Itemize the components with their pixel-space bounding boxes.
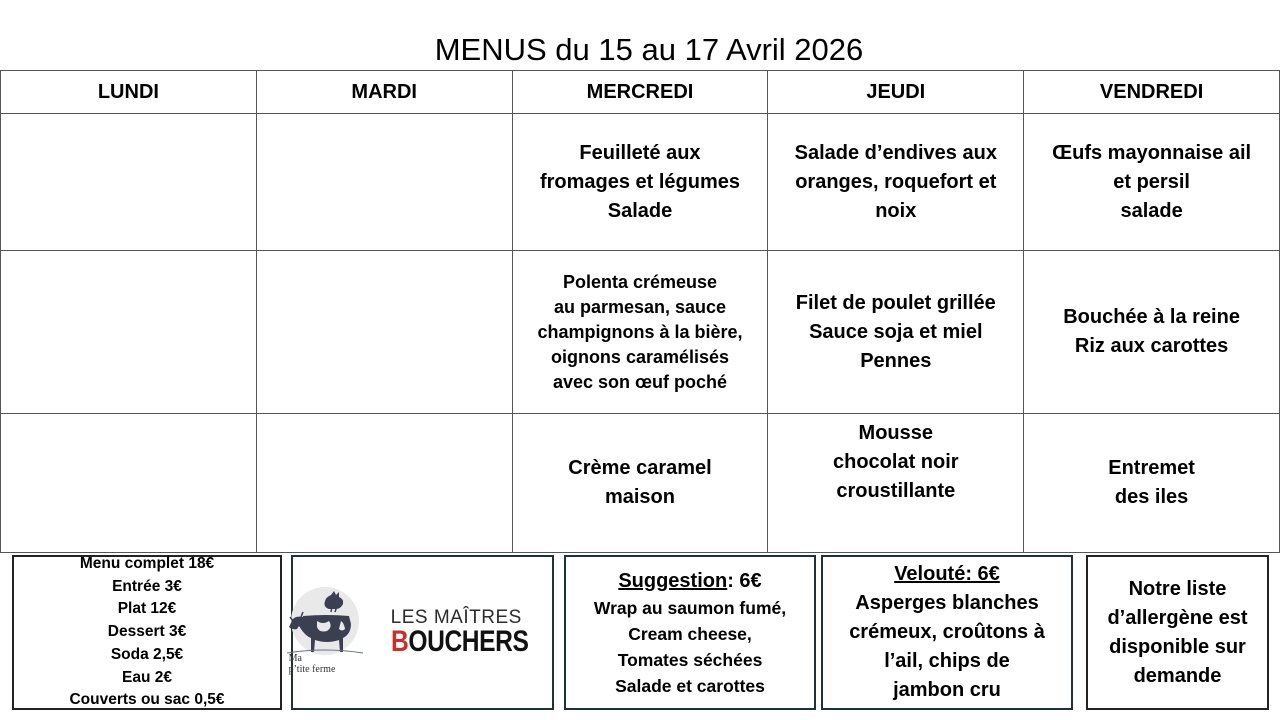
day-header-jeudi: JEUDI: [768, 71, 1024, 114]
dish-line: Mousse: [858, 422, 934, 444]
farm-logo: [287, 587, 367, 679]
cell-vendredi-plat: [1024, 251, 1280, 414]
dish-line: et persil: [1113, 170, 1190, 193]
menu-table: [0, 70, 1280, 553]
dish-line: Salade d’endives aux: [794, 141, 997, 164]
day-header-vendredi: VENDREDI: [1024, 71, 1280, 114]
dish-line: Feuilleté aux: [579, 141, 701, 164]
price-line: Entrée 3€: [112, 577, 182, 595]
farm-logo-text: Ma p’tite ferme: [288, 652, 336, 675]
veloute-line: l’ail, chips de: [884, 650, 1010, 672]
day-header-mardi: MARDI: [256, 71, 512, 114]
row-plat: [1, 251, 1280, 414]
butcher-logo-bottom: BOUCHERS: [390, 625, 529, 658]
suggestion-line: Salade et carottes: [615, 675, 765, 696]
cell-jeudi-dessert: [768, 414, 1024, 553]
dish-line: Crème caramel: [568, 457, 712, 479]
row-dessert: [1, 414, 1280, 553]
dish-line: chocolat noir: [833, 451, 959, 473]
dish-line: Bouchée à la reine: [1063, 306, 1240, 328]
row-entree: [1, 114, 1280, 251]
dish-line: Entremet: [1108, 457, 1195, 479]
cell-lundi-plat: [1, 251, 257, 414]
veloute-heading: Velouté: 6€: [894, 563, 1000, 585]
dish-line: Pennes: [860, 349, 932, 372]
suggestion-line: Wrap au saumon fumé,: [593, 597, 787, 618]
veloute-box: [821, 555, 1073, 710]
cell-mardi-dessert: [256, 414, 512, 553]
price-line: Couverts ou sac 0,5€: [69, 691, 225, 709]
dish-line: fromages et légumes: [539, 170, 741, 193]
dish-line: salade: [1120, 199, 1183, 222]
price-line: Menu complet 18€: [79, 555, 215, 573]
dish-line: croustillante: [836, 480, 956, 502]
suggestion-label: Suggestion: [618, 569, 728, 592]
dish-line: Sauce soja et miel: [809, 320, 983, 343]
dish-line: Salade: [607, 199, 673, 222]
veloute-line: jambon cru: [893, 679, 1001, 701]
allergen-line: d’allergène est: [1107, 606, 1248, 629]
allergen-line: disponible sur: [1109, 635, 1246, 658]
days-header-row: [1, 71, 1280, 114]
cell-lundi-entree: [1, 114, 257, 251]
price-line: Plat 12€: [117, 600, 177, 618]
dish-line: noix: [875, 199, 917, 222]
cell-lundi-dessert: [1, 414, 257, 553]
day-header-lundi: LUNDI: [1, 71, 257, 114]
cell-jeudi-plat: [768, 251, 1024, 414]
allergen-line: Notre liste: [1128, 577, 1227, 600]
allergen-line: demande: [1133, 664, 1222, 687]
butcher-logo-top: LES MAÎTRES: [390, 607, 522, 628]
dish-line: au parmesan, sauce: [553, 296, 727, 317]
dish-line: Polenta crémeuse: [562, 271, 718, 292]
dish-line: Filet de poulet grillée: [795, 291, 996, 314]
day-header-mercredi: MERCREDI: [512, 71, 768, 114]
dish-line: maison: [604, 486, 675, 508]
veloute-line: crémeux, croûtons à: [849, 621, 1045, 643]
suggestion-box: [564, 555, 816, 710]
suggestion-price: : 6€: [727, 569, 762, 592]
logos-box: [288, 555, 554, 710]
price-list-box: [12, 555, 282, 710]
cell-mercredi-entree: [512, 114, 768, 251]
butcher-logo: [391, 608, 559, 657]
dish-line: oranges, roquefort et: [795, 170, 997, 193]
suggestion-heading: [618, 567, 761, 595]
cell-jeudi-entree: [768, 114, 1024, 251]
suggestion-line: Cream cheese,: [628, 623, 752, 644]
price-line: Eau 2€: [122, 668, 172, 686]
dish-line: Œufs mayonnaise ail: [1052, 141, 1252, 164]
cell-vendredi-dessert: [1024, 414, 1280, 553]
cell-mercredi-plat: [512, 251, 768, 414]
dish-line: oignons caramélisés: [550, 346, 730, 367]
cell-mardi-plat: [256, 251, 512, 414]
cell-mardi-entree: [256, 114, 512, 251]
dish-line: avec son œuf poché: [552, 371, 728, 392]
suggestion-line: Tomates séchées: [617, 649, 763, 670]
dish-line: des iles: [1114, 486, 1189, 508]
cell-mercredi-dessert: [512, 414, 768, 553]
page-title: MENUS du 15 au 17 Avril 2026: [434, 32, 864, 67]
allergen-box: [1086, 555, 1269, 710]
price-line: Dessert 3€: [107, 623, 187, 641]
cell-vendredi-entree: [1024, 114, 1280, 251]
veloute-line: Asperges blanches: [855, 592, 1039, 614]
price-line: Soda 2,5€: [110, 645, 184, 663]
dish-line: champignons à la bière,: [537, 321, 743, 342]
dish-line: Riz aux carottes: [1074, 335, 1229, 357]
